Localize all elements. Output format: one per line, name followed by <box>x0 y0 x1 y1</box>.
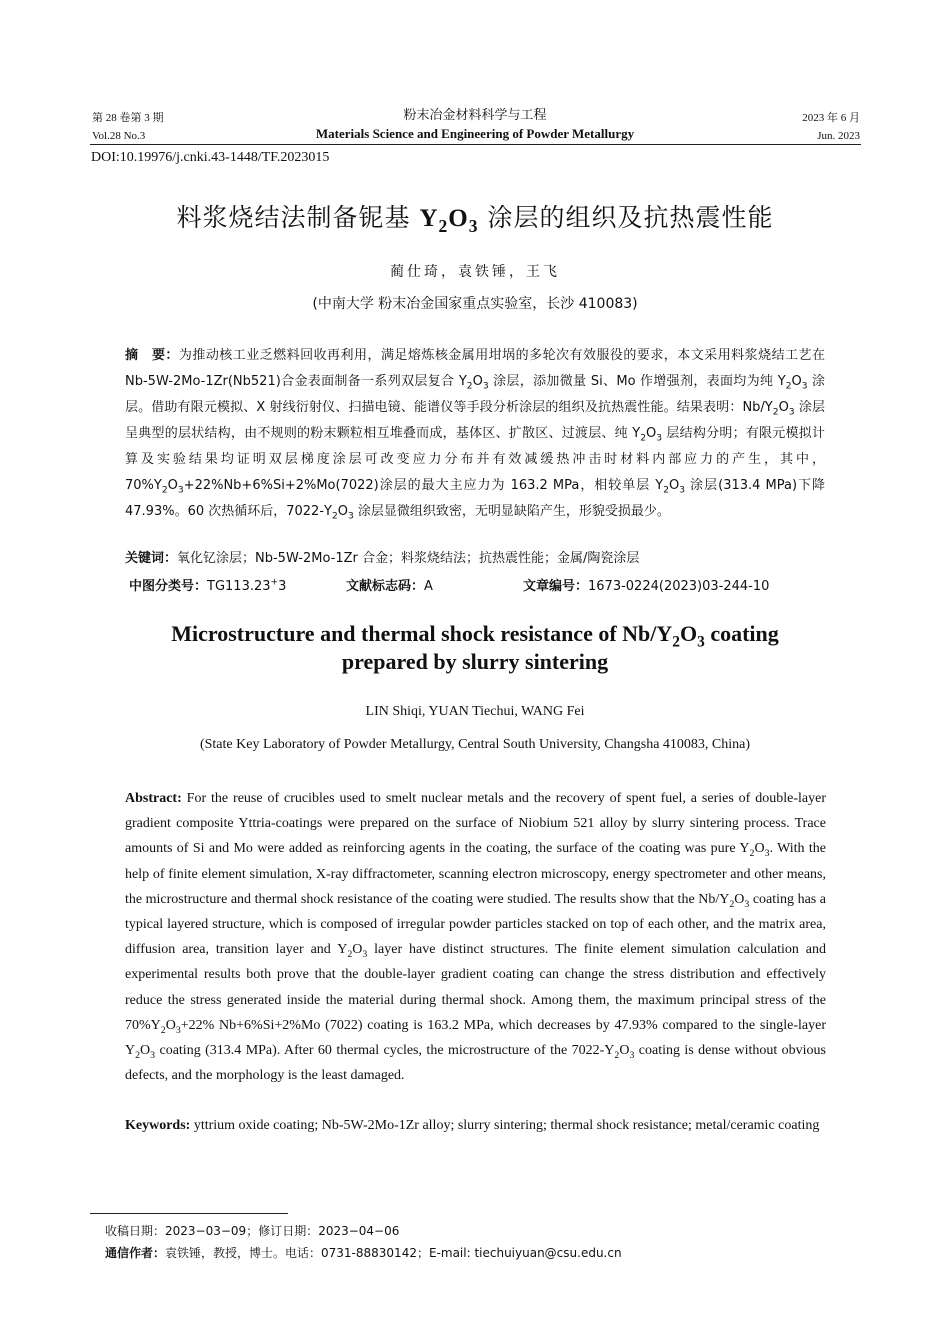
authors-cn: 蔺仕琦，袁铁锤，王飞 <box>390 264 560 280</box>
clc-number: 中图分类号：TG113.23+3 <box>129 577 287 594</box>
abstract-en-label: Abstract: <box>125 791 182 806</box>
abstract-cn: 摘 要：为推动核工业乏燃料回收再利用，满足熔炼核金属用坩埚的多轮次有效服役的要求，本文采用料浆烧结工艺在 Nb-5W-2Mo-1Zr(Nb521)合金表面制备一系列双层复合 $Y_2O_3$ 涂层，添加微量 Si、Mo 作增强剂，表面均为纯 $Y_2O_3$ 涂层。借助有限元模拟、X 射线衍射仪、扫描电镜、能谱仪等手段分析涂层的组织及抗热震性能。结果表明：$Nb/Y_2O_3$ 涂层呈典型的层状结构，由不规则的粉末颗粒相互堆叠而成，基体区、扩散区、过渡层、纯 $Y_2O_3$ 层结构分明；有限元模拟计算及实验结果均证明双层梯度涂层可改变应力分布并有效减缓热冲击时材料内部应力的产生，其中，$70\%Y_2O_3+22\%Nb+6\%Si+2\%Mo(7022)$涂层的最大主应力为 163.2 MPa，相较单层 $Y_2O_3$ 涂层(313.4 MPa)下降 47.93%。60 次热循环后，$7022-Y_2O_3$ 涂层显微组织致密，无明显缺陷产生，形貌受损最少。 <box>125 348 825 522</box>
document-code: 文献标志码：A <box>346 579 433 594</box>
article-number: 文章编号：1673-0224(2023)03-244-10 <box>523 579 770 594</box>
affiliation-cn: (中南大学 粉末冶金国家重点实验室，长沙 410083) <box>312 296 638 312</box>
issue-en: Vol.28 No.3 <box>92 130 146 142</box>
title-en: Microstructure and thermal shock resistance of $Nb/Y_2O_3$ coating prepared by slurry sintering <box>171 621 779 674</box>
corresponding-author: 通信作者：袁铁锤，教授，博士。电话：0731-88830142；E-mail: tiechuiyuan@csu.edu.cn <box>105 1246 622 1260</box>
date-cn: 2023 年 6 月 <box>802 112 860 124</box>
abstract-cn-label: 摘 要： <box>125 348 179 363</box>
header-rule <box>90 144 861 145</box>
keywords-cn-label: 关键词： <box>125 551 178 566</box>
affiliation-en: (State Key Laboratory of Powder Metallurgy, Central South University, Changsha 410083, China) <box>199 737 751 752</box>
keywords-cn: 关键词：氧化钇涂层；Nb-5W-2Mo-1Zr 合金；料浆烧结法；抗热震性能；金属/陶瓷涂层 <box>125 551 640 566</box>
authors-en: LIN Shiqi, YUAN Tiechui, WANG Fei <box>365 704 585 719</box>
date-en: Jun. 2023 <box>817 130 860 142</box>
abstract-en: Abstract: For the reuse of crucibles used to smelt nuclear metals and the recovery of spent fuel, a series of double-layer gradient composite Yttria-coatings were prepared on the surface of Niobium 521 alloy by slurry sintering process. Trace amounts of Si and Mo were added as reinforcing agents in the coating, the surface of the coating was pure $Y_2O_3$. With the help of finite element simulation, X-ray diffractometer, scanning electron microscopy, energy spectrometer and other means, the microstructure and thermal shock resistance of the coating were studied. The results show that the $Nb/Y_2O_3$ coating has a typical layered structure, which is composed of irregular powder particles stacked on top of each other, and the matrix area, diffusion area, transition layer and $Y_2O_3$ layer have distinct structures. The finite element simulation calculation and experimental results both prove that the double-layer gradient coating can change the stress distribution and effectively reduce the stress generated inside the material during thermal shock. Among them, the maximum principal stress of the $70\%Y_2O_3+22\%$ Nb+6%Si+2%Mo (7022) coating is 163.2 MPa, which decreases by 47.93% compared to the single-layer $Y_2O_3$ coating (313.4 MPa). After 60 thermal cycles, the microstructure of the $7022-Y_2O_3$ coating is dense without obvious defects, and the morphology is the least damaged. <box>125 791 826 1084</box>
received-date: 收稿日期：2023−03−09；修订日期：2023−04−06 <box>105 1224 400 1238</box>
footnote-rule <box>90 1213 288 1214</box>
keywords-en: Keywords: yttrium oxide coating; Nb-5W-2Mo-1Zr alloy; slurry sintering; thermal shock resistance; metal/ceramic coating <box>125 1118 820 1133</box>
journal-name-cn: 粉末冶金材料科学与工程 <box>403 108 547 123</box>
journal-name-en: Materials Science and Engineering of Powder Metallurgy <box>315 126 635 141</box>
title-cn: 料浆烧结法制备铌基 $Y_2O_3$ 涂层的组织及抗热震性能 <box>176 203 774 236</box>
keywords-en-label: Keywords: <box>125 1118 191 1133</box>
issue-cn: 第 28 卷第 3 期 <box>92 112 164 124</box>
doi: DOI:10.19976/j.cnki.43-1448/TF.2023015 <box>91 150 330 165</box>
